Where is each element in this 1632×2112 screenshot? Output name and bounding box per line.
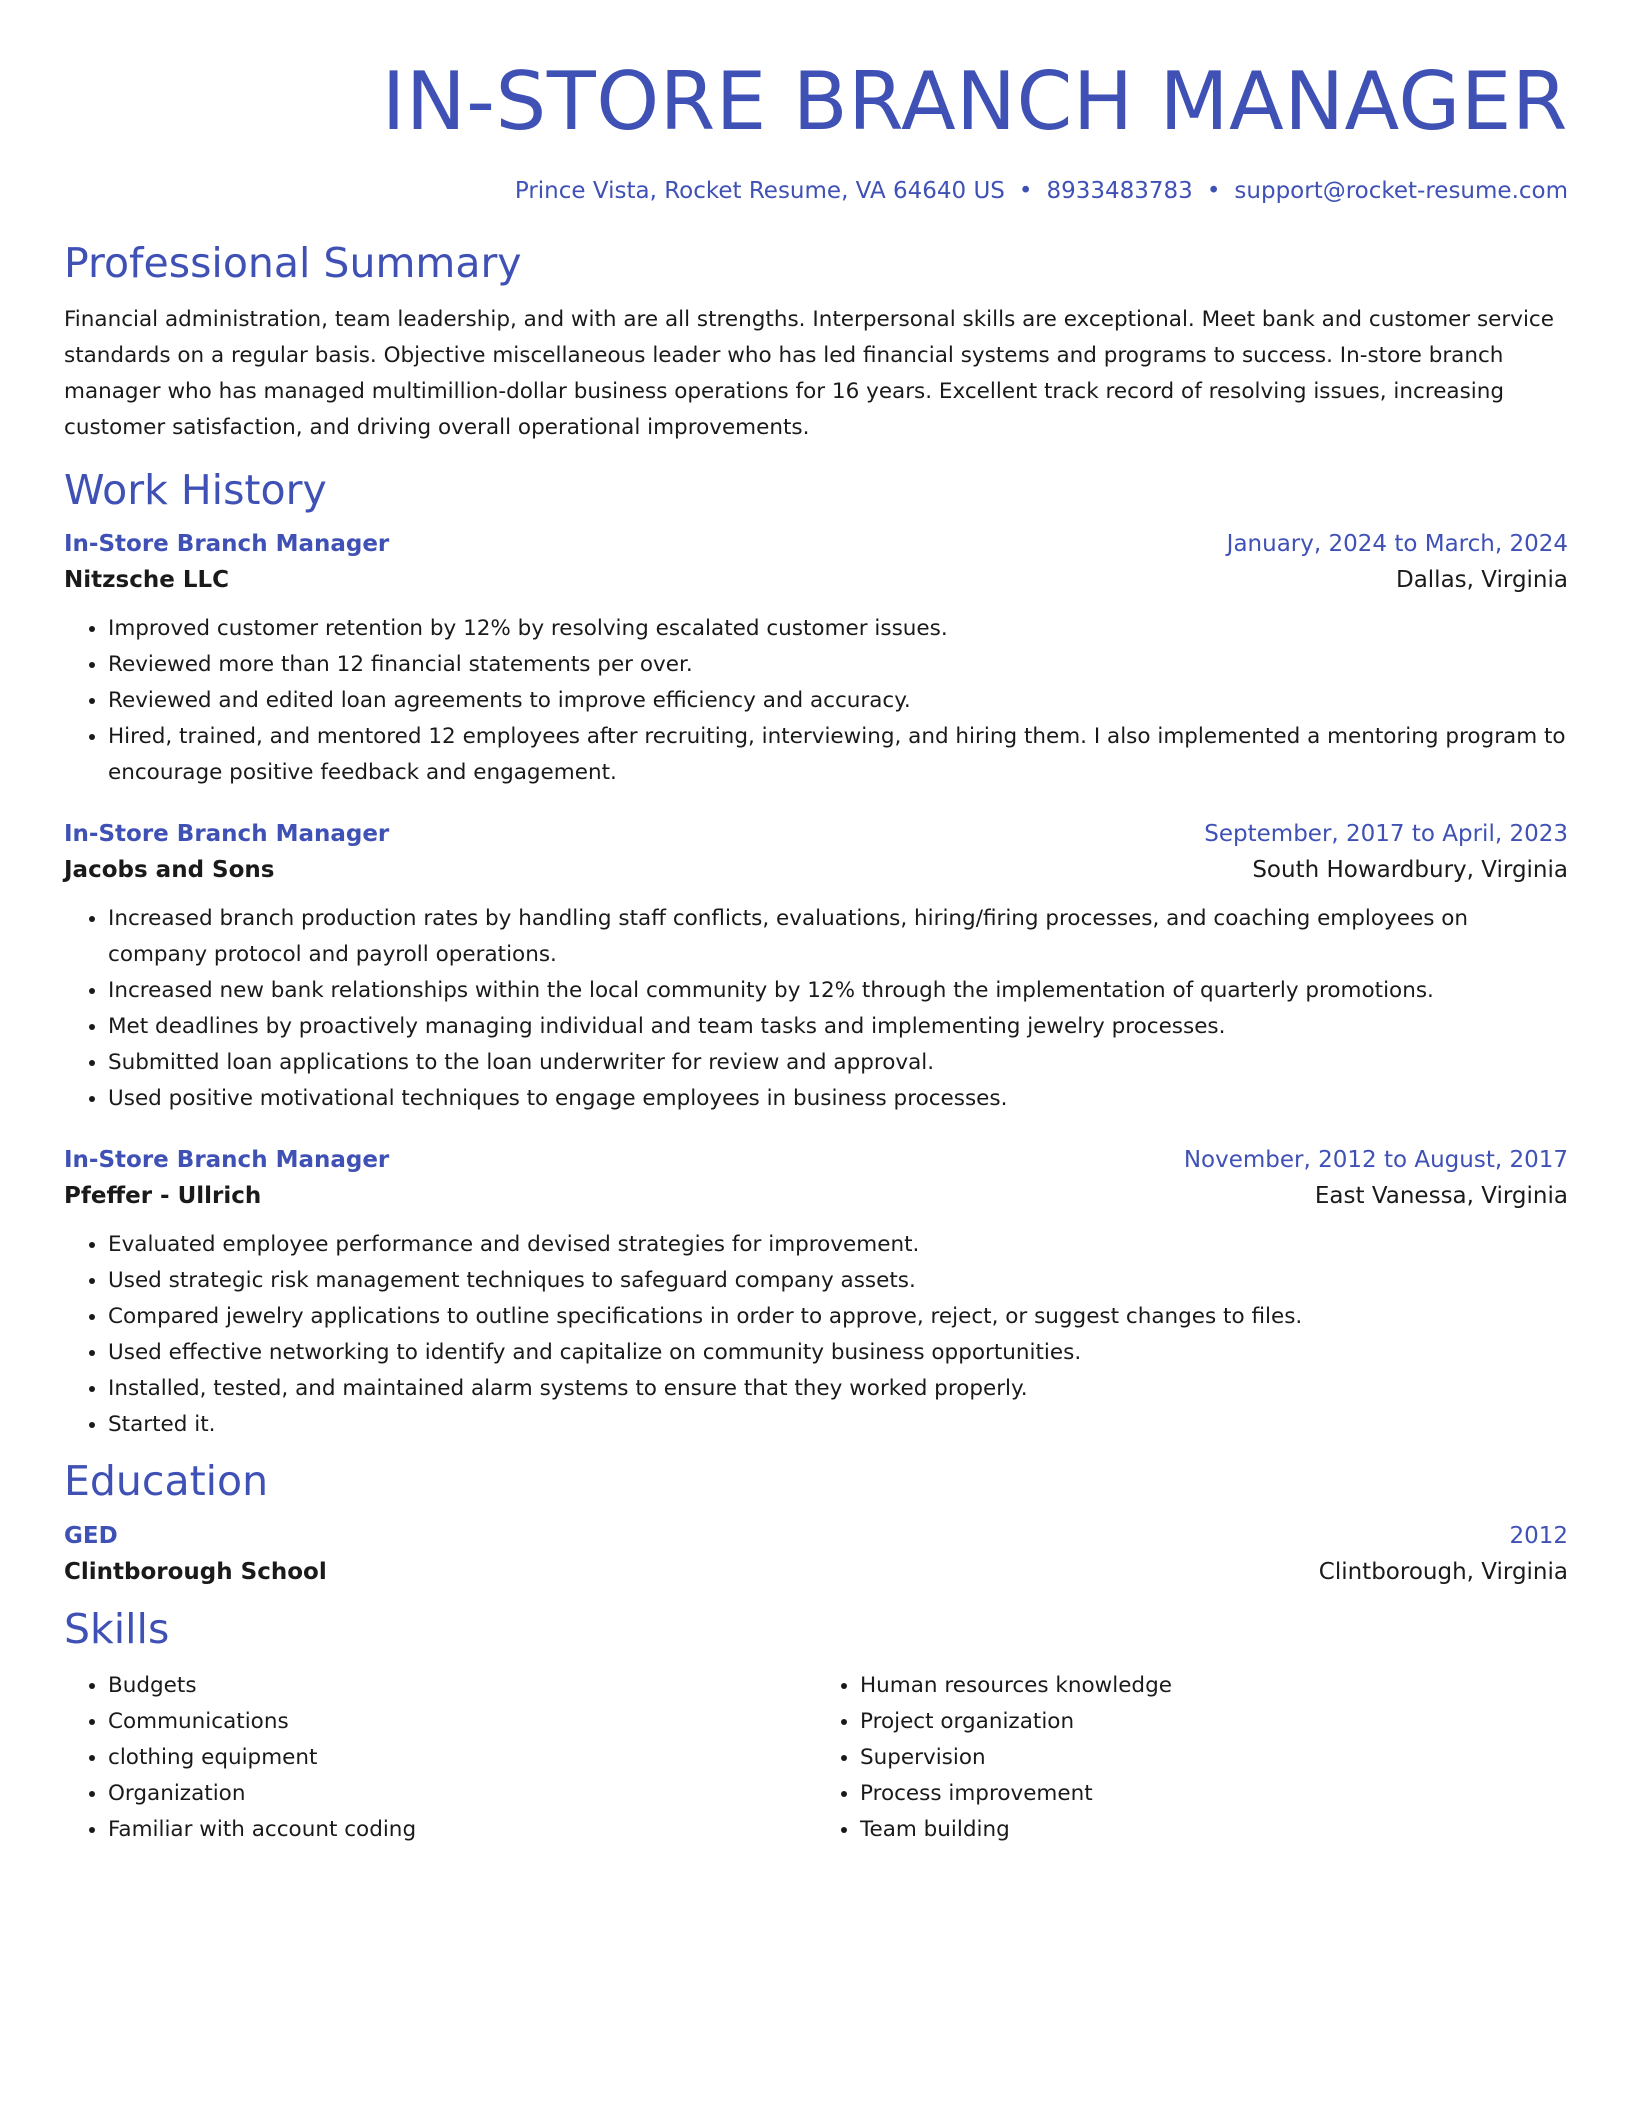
list-item: • Team building	[860, 1812, 1568, 1848]
list-item: • Communications	[108, 1704, 816, 1740]
list-item: • Familiar with account coding	[108, 1812, 816, 1848]
job-location: South Howardbury, Virginia	[1252, 857, 1568, 884]
skills-columns	[64, 1668, 1568, 1848]
job-entry	[64, 1147, 1568, 1443]
list-item: • Reviewed more than 12 financial statements per over.	[108, 647, 1568, 683]
summary-text: Financial administration, team leadership, and with are all strengths. Interpersonal skills are exceptional. Meet bank and customer service standards on a regular basis. Objective miscellaneous leader who has led financial systems and programs to success. In-store branch manager who has managed multimillion-dollar business operations for 16 years. Excellent track record of resolving issues, increasing customer satisfaction, and driving overall operational improvements.	[64, 307, 1554, 441]
job-subheader	[64, 857, 1568, 883]
list-item: • Increased branch production rates by handling staff conflicts, evaluations, hiring/firing processes, and coaching employees on company protocol and payroll operations.	[108, 901, 1568, 973]
education-degree: GED	[64, 1522, 118, 1549]
list-item: • Compared jewelry applications to outline specifications in order to approve, reject, or suggest changes to files.	[108, 1299, 1568, 1335]
list-item: • Met deadlines by proactively managing individual and team tasks and implementing jewelry processes.	[108, 1009, 1568, 1045]
list-item: • Budgets	[108, 1668, 816, 1704]
skills-list-left	[64, 1668, 816, 1848]
education-school: Clintborough School	[64, 1558, 327, 1585]
contact-email: support@rocket-resume.com	[1234, 178, 1568, 204]
list-item: • Used positive motivational techniques to engage employees in business processes.	[108, 1081, 1568, 1117]
job-dates: November, 2012 to August, 2017	[1183, 1147, 1568, 1174]
section-title-summary: Professional Summary	[64, 239, 522, 287]
job-bullets	[64, 1227, 1568, 1443]
list-item: • Hired, trained, and mentored 12 employees after recruiting, interviewing, and hiring them. I also implemented a mentoring program to encourage positive feedback and engagement.	[108, 719, 1568, 791]
skills-list-right	[816, 1668, 1568, 1848]
section-title-work-history: Work History	[64, 466, 327, 515]
list-item: • Reviewed and edited loan agreements to improve efficiency and accuracy.	[108, 683, 1568, 719]
job-subheader	[64, 1183, 1568, 1209]
job-company: Pfeffer - Ullrich	[64, 1183, 262, 1210]
list-item: • Used effective networking to identify and capitalize on community business opportunities.	[108, 1335, 1568, 1371]
education-year: 2012	[1509, 1522, 1568, 1549]
contact-line	[64, 180, 1568, 203]
list-item: • Human resources knowledge	[860, 1668, 1568, 1704]
job-subheader	[64, 567, 1568, 593]
job-dates: September, 2017 to April, 2023	[1204, 821, 1568, 848]
job-bullets	[64, 901, 1568, 1117]
list-item: • Project organization	[860, 1704, 1568, 1740]
contact-separator: •	[1206, 178, 1221, 204]
resume-title: IN-STORE BRANCH MANAGER	[381, 55, 1568, 148]
job-location: East Vanessa, Virginia	[1314, 1183, 1568, 1210]
list-item: • Evaluated employee performance and devised strategies for improvement.	[108, 1227, 1568, 1263]
job-company: Nitzsche LLC	[64, 567, 230, 594]
job-role: In-Store Branch Manager	[64, 821, 390, 848]
list-item: • Started it.	[108, 1407, 1568, 1443]
list-item: • Used strategic risk management techniques to safeguard company assets.	[108, 1263, 1568, 1299]
contact-separator: •	[1018, 178, 1033, 204]
list-item: • Supervision	[860, 1740, 1568, 1776]
contact-address: Prince Vista, Rocket Resume, VA 64640 US	[514, 178, 1005, 204]
job-header	[64, 531, 1568, 557]
job-header	[64, 1147, 1568, 1173]
contact-phone: 8933483783	[1046, 178, 1193, 204]
job-entry	[64, 531, 1568, 791]
list-item: • clothing equipment	[108, 1740, 816, 1776]
job-role: In-Store Branch Manager	[64, 531, 390, 558]
list-item: • Organization	[108, 1776, 816, 1812]
education-location: Clintborough, Virginia	[1318, 1558, 1568, 1585]
list-item: • Improved customer retention by 12% by resolving escalated customer issues.	[108, 611, 1568, 647]
job-role: In-Store Branch Manager	[64, 1147, 390, 1174]
job-dates: January, 2024 to March, 2024	[1226, 531, 1568, 558]
list-item: • Installed, tested, and maintained alarm systems to ensure that they worked properly.	[108, 1371, 1568, 1407]
job-location: Dallas, Virginia	[1395, 567, 1568, 594]
education-subheader	[64, 1559, 1568, 1585]
list-item: • Process improvement	[860, 1776, 1568, 1812]
section-title-education: Education	[64, 1457, 269, 1506]
list-item: • Submitted loan applications to the loan underwriter for review and approval.	[108, 1045, 1568, 1081]
job-bullets	[64, 611, 1568, 791]
list-item: • Increased new bank relationships within the local community by 12% through the implementation of quarterly promotions.	[108, 973, 1568, 1009]
education-entry	[64, 1523, 1568, 1585]
job-company: Jacobs and Sons	[64, 857, 275, 884]
education-header	[64, 1523, 1568, 1549]
job-header	[64, 821, 1568, 847]
job-entry	[64, 821, 1568, 1117]
section-title-skills: Skills	[64, 1604, 170, 1653]
